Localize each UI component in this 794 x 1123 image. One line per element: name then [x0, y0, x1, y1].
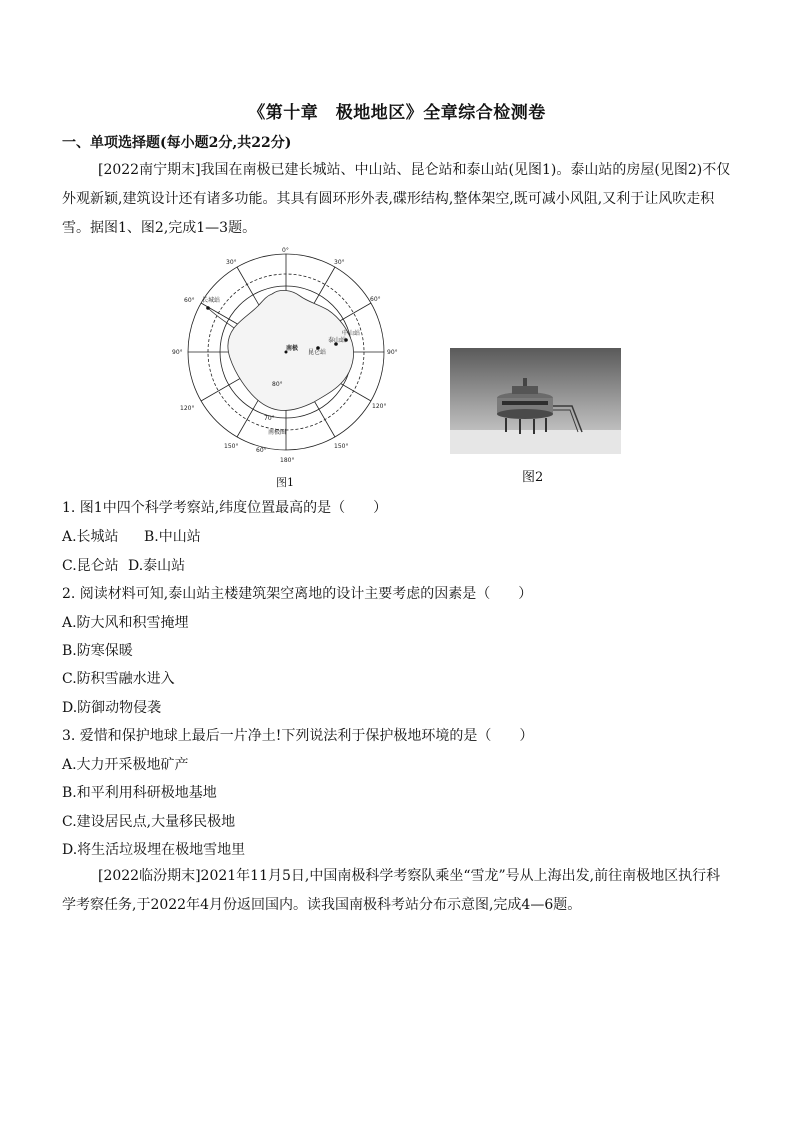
question-2-option-c[interactable]: C.防积雪融水进入 — [62, 671, 175, 687]
question-2-option-b[interactable]: B.防寒保暖 — [62, 643, 133, 659]
question-1-option-d[interactable]: D.泰山站 — [128, 558, 186, 574]
page-title: 《第十章 极地地区》全章综合检测卷 — [248, 103, 546, 123]
lon-60e-label: 60° — [370, 296, 381, 303]
antarctica-polar-map — [168, 244, 404, 474]
kunlun-station-label: 昆仑站 — [308, 349, 327, 356]
question-1-option-b[interactable]: B.中山站 — [144, 529, 201, 545]
lon-90e-label: 90° — [387, 349, 398, 356]
section-heading: 一、单项选择题(每小题2分,共22分) — [62, 135, 292, 151]
south-pole-label: 南极 — [286, 345, 299, 352]
lon-60w-label: 60° — [184, 297, 195, 304]
lat-80-label: 80° — [272, 381, 283, 388]
question-1-option-c[interactable]: C.昆仑站 — [62, 558, 119, 574]
figure2-caption: 图2 — [522, 470, 544, 485]
lat-60-label: 60° — [256, 447, 267, 454]
taishan-station-photo — [450, 348, 621, 454]
question-3-option-c[interactable]: C.建设居民点,大量移民极地 — [62, 814, 236, 830]
question-1-stem: 1. 图1中四个科学考察站,纬度位置最高的是（ ） — [62, 500, 388, 516]
lat-70-label: 70° — [264, 415, 275, 422]
lon-180-label: 180° — [280, 457, 295, 464]
question-2-option-d[interactable]: D.防御动物侵袭 — [62, 700, 162, 716]
lon-30e-label: 30° — [334, 259, 345, 266]
lon-150w-label: 150° — [224, 443, 239, 450]
zhongshan-station-label: 中山站 — [342, 330, 361, 337]
taishan-station-label: 泰山站 — [328, 337, 347, 344]
antarctic-circle-label: 南极圈 — [268, 429, 287, 436]
lon-150e-label: 150° — [334, 443, 349, 450]
question-2-stem: 2. 阅读材料可知,泰山站主楼建筑架空离地的设计主要考虑的因素是（ ） — [62, 586, 533, 602]
question-2-option-a[interactable]: A.防大风和积雪掩埋 — [62, 615, 189, 631]
intro-paragraph-2: [2022临汾期末]2021年11月5日,中国南极科学考察队乘坐“雪龙”号从上海出发,前往南极地区执行科学考察任务,于2022年4月份返回国内。读我国南极科考站分布示意图,完成4—6题。 — [62, 868, 721, 913]
changcheng-station-label: 长城站 — [202, 297, 221, 304]
question-3-option-d[interactable]: D.将生活垃圾埋在极地雪地里 — [62, 842, 246, 858]
lon-120e-label: 120° — [372, 403, 387, 410]
lon-30w-label: 30° — [226, 259, 237, 266]
question-3-stem: 3. 爱惜和保护地球上最后一片净土!下列说法利于保护极地环境的是（ ） — [62, 728, 534, 744]
question-3-option-b[interactable]: B.和平利用科研极地基地 — [62, 785, 217, 801]
question-3-option-a[interactable]: A.大力开采极地矿产 — [62, 757, 189, 773]
question-1-option-a[interactable]: A.长城站 — [62, 529, 119, 545]
lon-120w-label: 120° — [180, 405, 195, 412]
lon-0-label: 0° — [282, 247, 289, 254]
lon-90w-label: 90° — [172, 349, 183, 356]
figure1-caption: 图1 — [276, 476, 294, 489]
intro-paragraph-1: [2022南宁期末]我国在南极已建长城站、中山站、昆仑站和泰山站(见图1)。泰山站的房屋(见图2)不仅外观新颖,建筑设计还有诸多功能。其具有圆环形外表,碟形结构,整体架空,既可减小风阻,又利于让风吹走积雪。据图1、图2,完成1—3题。 — [62, 162, 731, 236]
